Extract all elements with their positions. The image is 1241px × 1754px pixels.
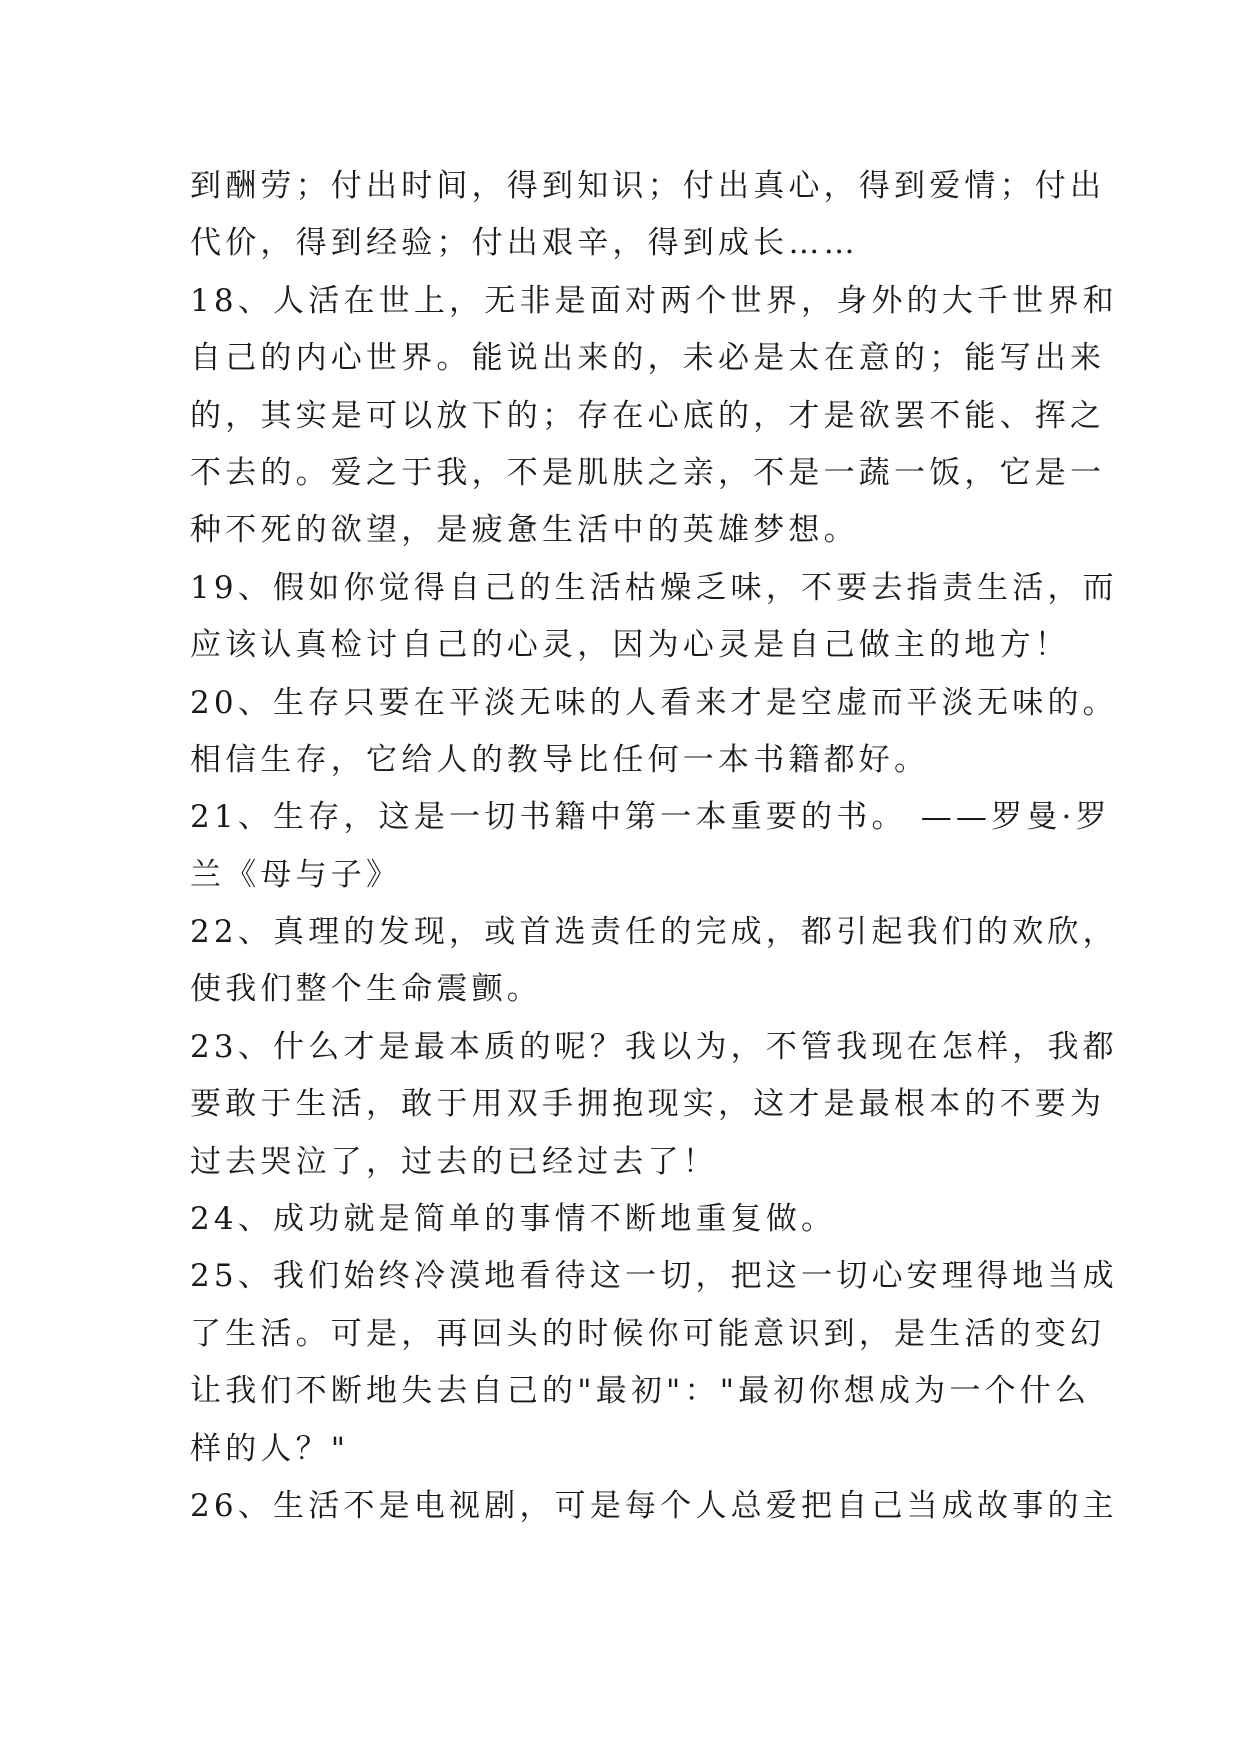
text-line: 自己的内心世界。能说出来的，未必是太在意的；能写出来 [190,340,1106,377]
text-line: 到酬劳；付出时间，得到知识；付出真心，得到爱情；付出 [190,168,1106,204]
text-line: 过去哭泣了，过去的已经过去了！ [190,1143,718,1180]
text-line: 应该认真检讨自己的心灵，因为心灵是自己做主的地方！ [190,627,1070,664]
text-line: 种不死的欲望，是疲惫生活中的英雄梦想。 [190,512,859,549]
text-line: 使我们整个生命震颤。 [190,971,542,1008]
text-line: 相信生存，它给人的教导比任何一本书籍都好。 [190,741,930,778]
text-line: 20、生存只要在平淡无味的人看来才是空虚而平淡无味的。 [190,684,1118,721]
text-line: 样的人？" [190,1430,350,1467]
text-line: 23、什么才是最本质的呢？我以为，不管我现在怎样，我都 [190,1028,1118,1065]
text-line: 18、人活在世上，无非是面对两个世界，身外的大千世界和 [190,282,1118,319]
text-line: 了生活。可是，再回头的时候你可能意识到，是生活的变幻 [190,1315,1106,1352]
text-line: 的，其实是可以放下的；存在心底的，才是欲罢不能、挥之 [190,397,1106,434]
text-line: 代价，得到经验；付出艰辛，得到成长…… [190,225,859,262]
text-line: 要敢于生活，敢于用双手拥抱现实，这才是最根本的不要为 [190,1086,1106,1123]
text-line: 不去的。爱之于我，不是肌肤之亲，不是一蔬一饭，它是一 [190,454,1106,491]
text-line: 26、生活不是电视剧，可是每个人总爱把自己当成故事的主 [190,1487,1118,1524]
text-line: 21、生存，这是一切书籍中第一本重要的书。 ——罗曼·罗 [190,799,1111,836]
text-line: 19、假如你觉得自己的生活枯燥乏味，不要去指责生活，而 [190,569,1118,606]
text-line: 兰《母与子》 [190,856,402,893]
text-line: 让我们不断地失去自己的"最初"："最初你想成为一个什么 [190,1373,1091,1410]
text-line: 25、我们始终冷漠地看待这一切，把这一切心安理得地当成 [190,1258,1118,1295]
text-line: 24、成功就是简单的事情不断地重复做。 [190,1201,837,1238]
text-line: 22、真理的发现，或首选责任的完成，都引起我们的欢欣， [190,914,1118,951]
document-body-text [190,158,1118,1535]
